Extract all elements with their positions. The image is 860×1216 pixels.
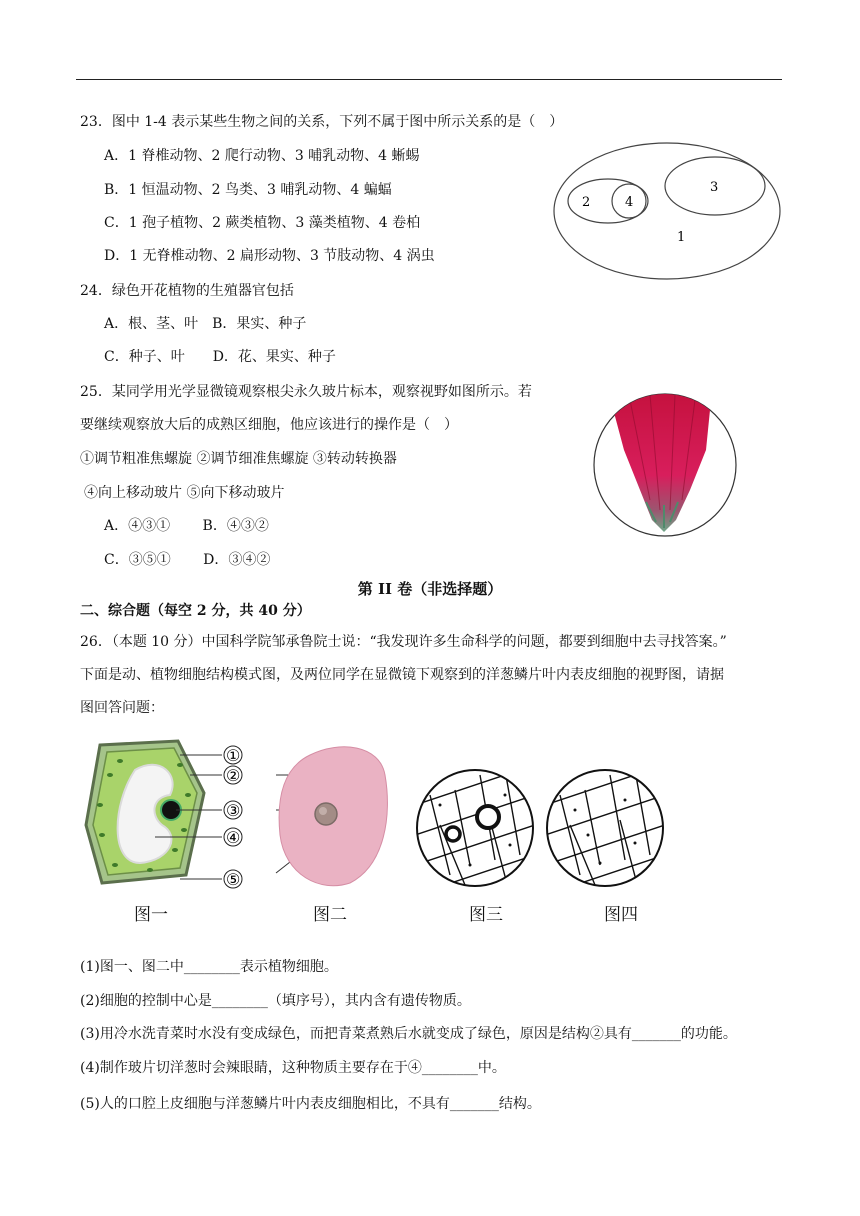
section-title: 第 II 卷（非选择题） [357, 580, 503, 598]
q23-venn-diagram [552, 140, 784, 280]
cell-structure-figures [80, 735, 400, 895]
air-bubble-small [446, 827, 460, 841]
label-2: ② [226, 766, 241, 785]
q26-intro-line1: 26．（本题 10 分）中国科学院邹承鲁院士说：“我发现许多生命科学的问题，都要到细胞中去寻找答案。” [80, 634, 727, 650]
air-bubble-large [477, 806, 499, 828]
q25-stem-line1: 25．某同学用光学显微镜观察根尖永久玻片标本，观察视野如图所示。若 [80, 384, 532, 400]
venn-label-1: 1 [677, 230, 686, 245]
q24-options-row2: C．种子、叶 D．花、果实、种子 [104, 349, 336, 365]
microscope-views [410, 765, 670, 895]
section-subtitle: 二、综合题（每空 2 分，共 40 分） [80, 603, 311, 619]
venn-label-4: 4 [625, 195, 634, 210]
caption-fig2: 图二 [313, 905, 347, 925]
venn-label-3: 3 [710, 180, 719, 195]
q26-subq-1: (1)图一、图二中________表示植物细胞。 [80, 959, 338, 975]
label-4: ④ [226, 828, 241, 847]
q23-option-b: B．1 恒温动物、2 鸟类、3 哺乳动物、4 蝙蝠 [104, 182, 392, 198]
label-5: ⑤ [226, 870, 241, 889]
q26-subq-2: (2)细胞的控制中心是________（填序号），其内含有遗传物质。 [80, 993, 471, 1009]
label-3: ③ [226, 801, 241, 820]
q26-subq-4: (4)制作玻片切洋葱时会辣眼睛，这种物质主要存在于④________中。 [80, 1060, 506, 1076]
q25-operations-line1: ①调节粗准焦螺旋 ②调节细准焦螺旋 ③转动转换器 [80, 451, 397, 467]
q23-stem: 23．图中 1-4 表示某些生物之间的关系，下列不属于图中所示关系的是（ ） [80, 114, 564, 130]
q26-subq-5: (5)人的口腔上皮细胞与洋葱鳞片叶内表皮细胞相比，不具有_______结构。 [80, 1096, 541, 1112]
q24-options-row1: A．根、茎、叶 B．果实、种子 [104, 316, 307, 332]
q24-stem: 24．绿色开花植物的生殖器官包括 [80, 283, 294, 299]
q25-options-row1: A．④③① B．④③② [104, 518, 269, 534]
q26-intro-line2: 下面是动、植物细胞结构模式图，及两位同学在显微镜下观察到的洋葱鳞片叶内表皮细胞的视野图，请据 [80, 667, 724, 683]
q25-stem-line2: 要继续观察放大后的成熟区细胞，他应该进行的操作是（ ） [80, 417, 458, 433]
header-rule [76, 79, 782, 80]
structure-labels [224, 746, 242, 889]
label-1: ① [226, 746, 241, 765]
q23-option-a: A．1 脊椎动物、2 爬行动物、3 哺乳动物、4 蜥蜴 [104, 148, 420, 164]
caption-fig4: 图四 [604, 905, 638, 925]
q23-option-d: D．1 无脊椎动物、2 扁形动物、3 节肢动物、4 涡虫 [104, 248, 435, 264]
caption-fig1: 图一 [134, 905, 168, 925]
q26-subq-3: (3)用冷水洗青菜时水没有变成绿色，而把青菜煮熟后水就变成了绿色，原因是结构②具有_______的功能。 [80, 1026, 737, 1042]
q23-option-c: C．1 孢子植物、2 蕨类植物、3 藻类植物、4 卷柏 [104, 215, 421, 231]
caption-fig3: 图三 [469, 905, 503, 925]
venn-label-2: 2 [582, 195, 591, 210]
animal-nucleus [315, 803, 337, 825]
q26-intro-line3: 图回答问题： [80, 700, 164, 716]
q25-operations-line2: ④向上移动玻片 ⑤向下移动玻片 [84, 485, 285, 501]
q25-options-row2: C．③⑤① D．③④② [104, 552, 271, 568]
microscope-field-of-view [590, 390, 740, 540]
